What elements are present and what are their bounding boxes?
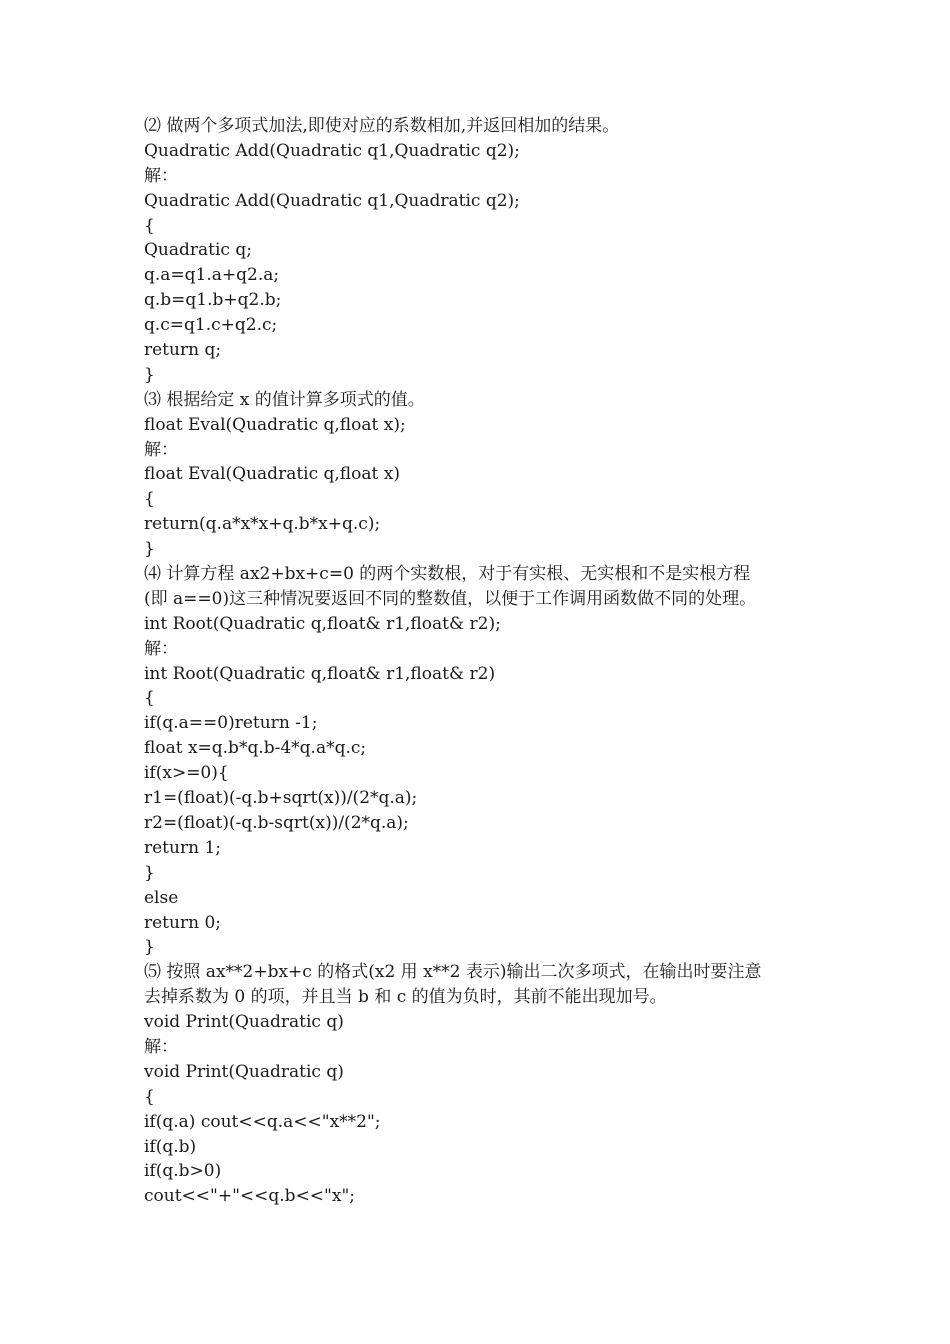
code-line: float Eval(Quadratic q,float x); (144, 414, 406, 435)
code-line: { (144, 688, 155, 709)
code-line: Quadratic q; (144, 240, 252, 261)
solution-label: 解： (144, 439, 178, 460)
code-line: r1=(float)(-q.b+sqrt(x))/(2*q.a); (144, 788, 418, 809)
code-line: r2=(float)(-q.b-sqrt(x))/(2*q.a); (144, 812, 409, 833)
code-line: } (144, 539, 155, 560)
section-heading-2: ⑵ 做两个多项式加法,即使对应的系数相加,并返回相加的结果。 (144, 116, 620, 136)
code-line: int Root(Quadratic q,float& r1,float& r2) (144, 663, 496, 684)
section-heading-4: ⑷ 计算方程 ax2+bx+c=0 的两个实数根，对于有实根、无实根和不是实根方程 (144, 564, 751, 585)
section-heading-3: ⑶ 根据给定 x 的值计算多项式的值。 (144, 389, 425, 410)
code-line: void Print(Quadratic q) (144, 1012, 344, 1033)
solution-label: 解： (144, 638, 178, 659)
code-line: int Root(Quadratic q,float& r1,float& r2); (144, 613, 501, 634)
code-line: q.a=q1.a+q2.a; (144, 265, 280, 286)
code-line: return 1; (144, 837, 221, 858)
code-line: if(q.b>0) (144, 1161, 222, 1182)
code-line: if(q.a) cout<<q.a<<"x**2"; (144, 1111, 381, 1132)
code-line: return 0; (144, 912, 221, 933)
code-line: return q; (144, 340, 222, 361)
code-line: return(q.a*x*x+q.b*x+q.c); (144, 514, 381, 535)
code-line: if(x>=0){ (144, 763, 229, 784)
code-line: q.c=q1.c+q2.c; (144, 315, 278, 336)
code-line: { (144, 1086, 155, 1107)
code-line: } (144, 364, 155, 385)
document-body (144, 114, 834, 1209)
solution-label: 解： (144, 1036, 178, 1057)
code-line: cout<<"+"<<q.b<<"x"; (144, 1186, 356, 1207)
code-line: if(q.b) (144, 1136, 197, 1157)
code-line: if(q.a==0)return -1; (144, 713, 318, 734)
code-line: { (144, 489, 155, 510)
section-heading-5: ⑸ 按照 ax**2+bx+c 的格式(x2 用 x**2 表示)输出二次多项式，在输出时要注意 (144, 962, 762, 983)
code-line: Quadratic Add(Quadratic q1,Quadratic q2); (144, 140, 520, 161)
code-line: { (144, 215, 155, 236)
code-line: float x=q.b*q.b-4*q.a*q.c; (144, 738, 367, 759)
section-heading-4-continued: (即 a==0)这三种情况要返回不同的整数值，以便于工作调用函数做不同的处理。 (144, 588, 757, 609)
code-line: float Eval(Quadratic q,float x) (144, 464, 400, 485)
section-heading-5-continued: 去掉系数为 0 的项，并且当 b 和 c 的值为负时，其前不能出现加号。 (144, 987, 667, 1008)
code-line: Quadratic Add(Quadratic q1,Quadratic q2); (144, 190, 520, 211)
code-line: } (144, 937, 155, 958)
code-line: void Print(Quadratic q) (144, 1061, 344, 1082)
code-line: } (144, 862, 155, 883)
code-line: q.b=q1.b+q2.b; (144, 290, 282, 311)
code-line: else (144, 887, 179, 908)
solution-label: 解： (144, 165, 178, 186)
